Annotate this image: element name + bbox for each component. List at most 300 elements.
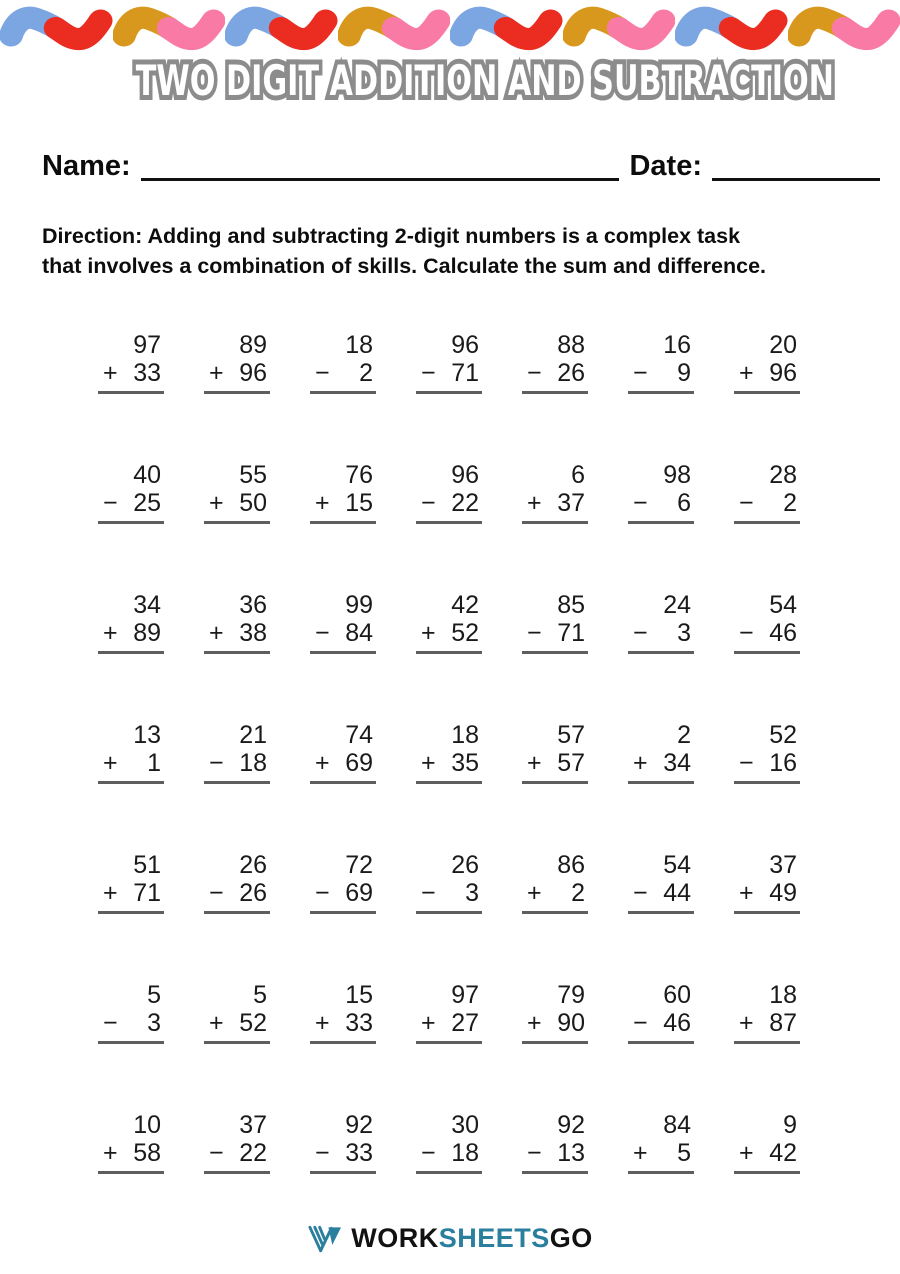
problem-operator: + (421, 748, 436, 777)
problem-bottom-number: 34 (663, 748, 691, 777)
problem-bottom-row (310, 359, 376, 387)
problem-bottom-number: 26 (239, 878, 267, 907)
problem-bottom-number: 33 (345, 1008, 373, 1037)
answer-line (310, 911, 376, 914)
problem-operator: − (421, 878, 436, 907)
problem-top-number: 16 (663, 330, 691, 359)
problem-top-number: 84 (663, 1110, 691, 1139)
logo-mark-icon (307, 1224, 344, 1254)
answer-line (734, 651, 800, 654)
problem-bottom-number: 35 (451, 748, 479, 777)
problem-operator: + (315, 748, 330, 777)
problem-bottom-number: 57 (557, 748, 585, 777)
decorative-border (0, 4, 900, 52)
logo-text-go: GO (549, 1223, 593, 1254)
problem-top-number: 21 (239, 720, 267, 749)
wave-squiggle-icon (788, 4, 900, 52)
problem-top-number: 10 (133, 1110, 161, 1139)
problem-top-number: 5 (147, 980, 161, 1009)
problem-top-number: 18 (451, 720, 479, 749)
answer-line (416, 1171, 482, 1174)
problem-top-number: 54 (769, 590, 797, 619)
problem-operator: − (103, 1008, 118, 1037)
problem-operator: − (633, 488, 648, 517)
problem-operator: + (209, 1008, 224, 1037)
problem-operator: − (633, 1008, 648, 1037)
problem-cell (734, 851, 800, 914)
problem-operator: + (421, 1008, 436, 1037)
problem-operator: − (209, 878, 224, 907)
problem-bottom-row (522, 1009, 588, 1037)
problem-operator: + (209, 618, 224, 647)
problem-cell (98, 1111, 164, 1174)
problem-bottom-row (416, 489, 482, 517)
problem-top-number: 18 (769, 980, 797, 1009)
answer-line (416, 651, 482, 654)
direction-line-2: that involves a combination of skills. Calculate the sum and difference. (42, 254, 767, 279)
problem-operator: − (315, 1138, 330, 1167)
problem-cell (204, 981, 270, 1044)
problem-bottom-number: 33 (345, 1138, 373, 1167)
problem-bottom-row (416, 1009, 482, 1037)
problem-cell (204, 1111, 270, 1174)
answer-line (98, 911, 164, 914)
problem-operator: + (527, 878, 542, 907)
problem-cell (310, 591, 376, 654)
problem-bottom-row (522, 879, 588, 907)
problem-cell (416, 851, 482, 914)
problem-bottom-row (734, 749, 800, 777)
answer-line (522, 1171, 588, 1174)
problem-bottom-row (628, 1139, 694, 1167)
answer-line (734, 391, 800, 394)
problem-bottom-row (416, 879, 482, 907)
problem-top-number: 97 (451, 980, 479, 1009)
name-label: Name: (42, 150, 131, 182)
problem-bottom-row (204, 1139, 270, 1167)
problem-bottom-number: 13 (557, 1138, 585, 1167)
answer-line (416, 1041, 482, 1044)
problem-operator: − (421, 1138, 436, 1167)
problem-top-number: 18 (345, 330, 373, 359)
wave-squiggle-icon (225, 4, 338, 52)
problem-bottom-row (310, 1139, 376, 1167)
problem-top-number: 51 (133, 850, 161, 879)
problem-operator: + (315, 1008, 330, 1037)
date-label: Date: (629, 150, 702, 182)
problem-bottom-row (628, 489, 694, 517)
problem-bottom-row (522, 619, 588, 647)
problem-bottom-row (204, 1009, 270, 1037)
answer-line (416, 911, 482, 914)
problem-top-number: 54 (663, 850, 691, 879)
problem-bottom-number: 22 (451, 488, 479, 517)
problem-bottom-row (628, 749, 694, 777)
problem-cell (522, 461, 588, 524)
answer-line (734, 781, 800, 784)
problem-cell (628, 591, 694, 654)
problem-bottom-row (734, 359, 800, 387)
problem-cell (98, 591, 164, 654)
answer-line (522, 651, 588, 654)
problem-cell (416, 981, 482, 1044)
problem-top-number: 13 (133, 720, 161, 749)
problem-bottom-number: 52 (451, 618, 479, 647)
title-wrap (0, 56, 900, 105)
problem-top-number: 28 (769, 460, 797, 489)
problem-top-number: 76 (345, 460, 373, 489)
answer-line (204, 391, 270, 394)
answer-line (628, 1171, 694, 1174)
problem-operator: − (315, 358, 330, 387)
problem-operator: + (739, 358, 754, 387)
problem-operator: + (633, 748, 648, 777)
problem-operator: − (527, 358, 542, 387)
answer-line (310, 391, 376, 394)
problem-bottom-row (204, 359, 270, 387)
problem-operator: + (209, 358, 224, 387)
problem-bottom-row (204, 489, 270, 517)
direction-text (42, 221, 860, 282)
answer-line (734, 911, 800, 914)
problem-cell (310, 851, 376, 914)
problem-operator: − (633, 878, 648, 907)
problem-bottom-row (416, 749, 482, 777)
problem-cell (204, 591, 270, 654)
problem-top-number: 55 (239, 460, 267, 489)
problem-bottom-row (204, 879, 270, 907)
answer-line (628, 391, 694, 394)
problem-top-number: 30 (451, 1110, 479, 1139)
problem-operator: − (421, 488, 436, 517)
answer-line (522, 521, 588, 524)
answer-line (734, 521, 800, 524)
problem-cell (416, 1111, 482, 1174)
answer-line (204, 911, 270, 914)
problem-cell (522, 331, 588, 394)
problem-operator: + (103, 358, 118, 387)
problem-bottom-number: 46 (663, 1008, 691, 1037)
problem-cell (204, 721, 270, 784)
problem-cell (522, 721, 588, 784)
problem-bottom-row (310, 489, 376, 517)
problems-grid (98, 331, 800, 1174)
problem-cell (628, 1111, 694, 1174)
problem-bottom-row (522, 359, 588, 387)
problem-top-number: 40 (133, 460, 161, 489)
problem-operator: + (739, 878, 754, 907)
problem-top-number: 92 (345, 1110, 373, 1139)
problem-bottom-row (522, 1139, 588, 1167)
problem-bottom-row (98, 1139, 164, 1167)
problem-operator: + (103, 878, 118, 907)
answer-line (416, 391, 482, 394)
problem-top-number: 57 (557, 720, 585, 749)
problem-bottom-number: 46 (769, 618, 797, 647)
problem-bottom-number: 26 (557, 358, 585, 387)
problem-cell (310, 461, 376, 524)
problem-top-number: 37 (769, 850, 797, 879)
direction-line-1: Direction: Adding and subtracting 2-digit numbers is a complex task (42, 223, 741, 248)
problem-bottom-row (98, 879, 164, 907)
problem-cell (416, 591, 482, 654)
problem-bottom-row (734, 879, 800, 907)
problem-bottom-number: 1 (147, 748, 161, 777)
answer-line (98, 521, 164, 524)
wave-squiggle-icon (563, 4, 676, 52)
wave-squiggle-icon (675, 4, 788, 52)
problem-cell (522, 591, 588, 654)
problem-bottom-number: 44 (663, 878, 691, 907)
problem-cell (310, 721, 376, 784)
problem-cell (522, 1111, 588, 1174)
answer-line (416, 521, 482, 524)
answer-line (628, 1041, 694, 1044)
problem-bottom-row (98, 749, 164, 777)
problem-bottom-row (204, 619, 270, 647)
problem-top-number: 34 (133, 590, 161, 619)
problem-bottom-row (98, 1009, 164, 1037)
problem-bottom-number: 52 (239, 1008, 267, 1037)
problem-operator: − (527, 1138, 542, 1167)
problem-bottom-number: 3 (677, 618, 691, 647)
problem-bottom-number: 87 (769, 1008, 797, 1037)
answer-line (204, 1041, 270, 1044)
answer-line (310, 781, 376, 784)
problem-cell (734, 721, 800, 784)
problem-bottom-number: 90 (557, 1008, 585, 1037)
problem-cell (98, 721, 164, 784)
problem-cell (734, 1111, 800, 1174)
answer-line (310, 1171, 376, 1174)
problem-bottom-number: 71 (557, 618, 585, 647)
problem-operator: − (315, 618, 330, 647)
problem-operator: + (103, 618, 118, 647)
problem-cell (522, 981, 588, 1044)
problem-bottom-number: 33 (133, 358, 161, 387)
problem-operator: − (527, 618, 542, 647)
problem-top-number: 72 (345, 850, 373, 879)
problem-bottom-row (628, 619, 694, 647)
wave-squiggle-icon (338, 4, 451, 52)
problem-bottom-number: 18 (451, 1138, 479, 1167)
problem-top-number: 9 (783, 1110, 797, 1139)
problem-operator: + (103, 748, 118, 777)
problem-cell (310, 1111, 376, 1174)
problem-operator: + (739, 1138, 754, 1167)
problem-operator: − (739, 748, 754, 777)
name-blank-line (141, 168, 620, 181)
answer-line (204, 651, 270, 654)
answer-line (628, 521, 694, 524)
problem-cell (734, 461, 800, 524)
answer-line (98, 1041, 164, 1044)
problem-bottom-number: 37 (557, 488, 585, 517)
problem-operator: + (527, 1008, 542, 1037)
problem-operator: − (633, 358, 648, 387)
name-date-row (42, 151, 880, 183)
answer-line (734, 1171, 800, 1174)
problem-bottom-number: 71 (451, 358, 479, 387)
problem-bottom-row (98, 489, 164, 517)
answer-line (310, 521, 376, 524)
logo-text-sheets: SHEETS (438, 1223, 550, 1254)
problem-bottom-number: 5 (677, 1138, 691, 1167)
problem-bottom-row (628, 1009, 694, 1037)
problem-bottom-row (98, 619, 164, 647)
date-blank-line (712, 168, 880, 181)
problem-top-number: 15 (345, 980, 373, 1009)
answer-line (98, 651, 164, 654)
problem-cell (416, 461, 482, 524)
problem-top-number: 88 (557, 330, 585, 359)
answer-line (416, 781, 482, 784)
problem-operator: − (209, 1138, 224, 1167)
problem-bottom-row (310, 749, 376, 777)
problem-cell (628, 851, 694, 914)
problem-top-number: 89 (239, 330, 267, 359)
problem-top-number: 99 (345, 590, 373, 619)
problem-bottom-row (204, 749, 270, 777)
problem-bottom-number: 69 (345, 748, 373, 777)
page-title: TWO DIGIT ADDITION AND SUBTRACTION TWO DIGIT ADDITION AND SUBTRACTION (136, 56, 834, 105)
problem-operator: + (103, 1138, 118, 1167)
problem-top-number: 96 (451, 330, 479, 359)
problem-cell (416, 721, 482, 784)
problem-top-number: 52 (769, 720, 797, 749)
problem-operator: + (315, 488, 330, 517)
problem-bottom-row (310, 1009, 376, 1037)
problem-top-number: 98 (663, 460, 691, 489)
problem-bottom-number: 22 (239, 1138, 267, 1167)
problem-operator: + (209, 488, 224, 517)
answer-line (204, 1171, 270, 1174)
answer-line (98, 781, 164, 784)
problem-bottom-row (628, 359, 694, 387)
problem-cell (98, 981, 164, 1044)
problem-bottom-row (416, 359, 482, 387)
problem-bottom-number: 9 (677, 358, 691, 387)
answer-line (628, 911, 694, 914)
problem-cell (522, 851, 588, 914)
problem-top-number: 2 (677, 720, 691, 749)
problem-bottom-number: 3 (465, 878, 479, 907)
problem-cell (734, 331, 800, 394)
problem-bottom-number: 6 (677, 488, 691, 517)
problem-bottom-number: 2 (359, 358, 373, 387)
problem-cell (204, 331, 270, 394)
problems-row (98, 721, 800, 784)
problem-cell (628, 721, 694, 784)
problem-top-number: 26 (239, 850, 267, 879)
problem-operator: + (421, 618, 436, 647)
problem-bottom-row (734, 1009, 800, 1037)
problem-top-number: 97 (133, 330, 161, 359)
problem-bottom-row (734, 489, 800, 517)
problem-top-number: 37 (239, 1110, 267, 1139)
problem-top-number: 26 (451, 850, 479, 879)
problem-operator: − (315, 878, 330, 907)
problem-cell (734, 591, 800, 654)
problem-bottom-row (628, 879, 694, 907)
footer-logo (0, 1224, 900, 1254)
problem-cell (204, 461, 270, 524)
answer-line (522, 911, 588, 914)
answer-line (310, 651, 376, 654)
problem-bottom-number: 16 (769, 748, 797, 777)
problem-top-number: 6 (571, 460, 585, 489)
problem-operator: + (739, 1008, 754, 1037)
problem-bottom-row (522, 489, 588, 517)
problem-bottom-row (734, 619, 800, 647)
problem-top-number: 85 (557, 590, 585, 619)
problem-operator: + (527, 748, 542, 777)
answer-line (522, 781, 588, 784)
problem-top-number: 60 (663, 980, 691, 1009)
problem-bottom-row (416, 619, 482, 647)
problem-cell (204, 851, 270, 914)
problem-bottom-number: 71 (133, 878, 161, 907)
problem-bottom-number: 2 (571, 878, 585, 907)
answer-line (522, 391, 588, 394)
problem-bottom-number: 18 (239, 748, 267, 777)
problems-row (98, 1111, 800, 1174)
problem-bottom-number: 84 (345, 618, 373, 647)
problem-top-number: 20 (769, 330, 797, 359)
answer-line (628, 651, 694, 654)
problem-cell (310, 981, 376, 1044)
problem-operator: − (103, 488, 118, 517)
problem-top-number: 96 (451, 460, 479, 489)
problem-bottom-number: 96 (239, 358, 267, 387)
problem-bottom-number: 58 (133, 1138, 161, 1167)
problems-row (98, 461, 800, 524)
problem-cell (628, 331, 694, 394)
problem-bottom-number: 49 (769, 878, 797, 907)
problem-bottom-row (734, 1139, 800, 1167)
answer-line (98, 1171, 164, 1174)
problem-bottom-number: 27 (451, 1008, 479, 1037)
problems-row (98, 591, 800, 654)
problems-row (98, 851, 800, 914)
problem-top-number: 86 (557, 850, 585, 879)
problem-top-number: 92 (557, 1110, 585, 1139)
answer-line (204, 521, 270, 524)
wave-squiggle-icon (113, 4, 226, 52)
problem-cell (628, 461, 694, 524)
wave-squiggle-icon (0, 4, 113, 52)
logo-text-work: WORK (351, 1223, 439, 1254)
problem-cell (310, 331, 376, 394)
problem-operator: − (739, 618, 754, 647)
answer-line (98, 391, 164, 394)
problem-cell (416, 331, 482, 394)
logo-text (351, 1225, 593, 1252)
problem-operator: + (527, 488, 542, 517)
problem-top-number: 42 (451, 590, 479, 619)
answer-line (522, 1041, 588, 1044)
problem-bottom-row (522, 749, 588, 777)
problem-bottom-number: 2 (783, 488, 797, 517)
problem-top-number: 36 (239, 590, 267, 619)
problem-bottom-number: 96 (769, 358, 797, 387)
problem-bottom-number: 3 (147, 1008, 161, 1037)
answer-line (310, 1041, 376, 1044)
problem-bottom-row (98, 359, 164, 387)
problem-top-number: 79 (557, 980, 585, 1009)
answer-line (628, 781, 694, 784)
problem-top-number: 24 (663, 590, 691, 619)
